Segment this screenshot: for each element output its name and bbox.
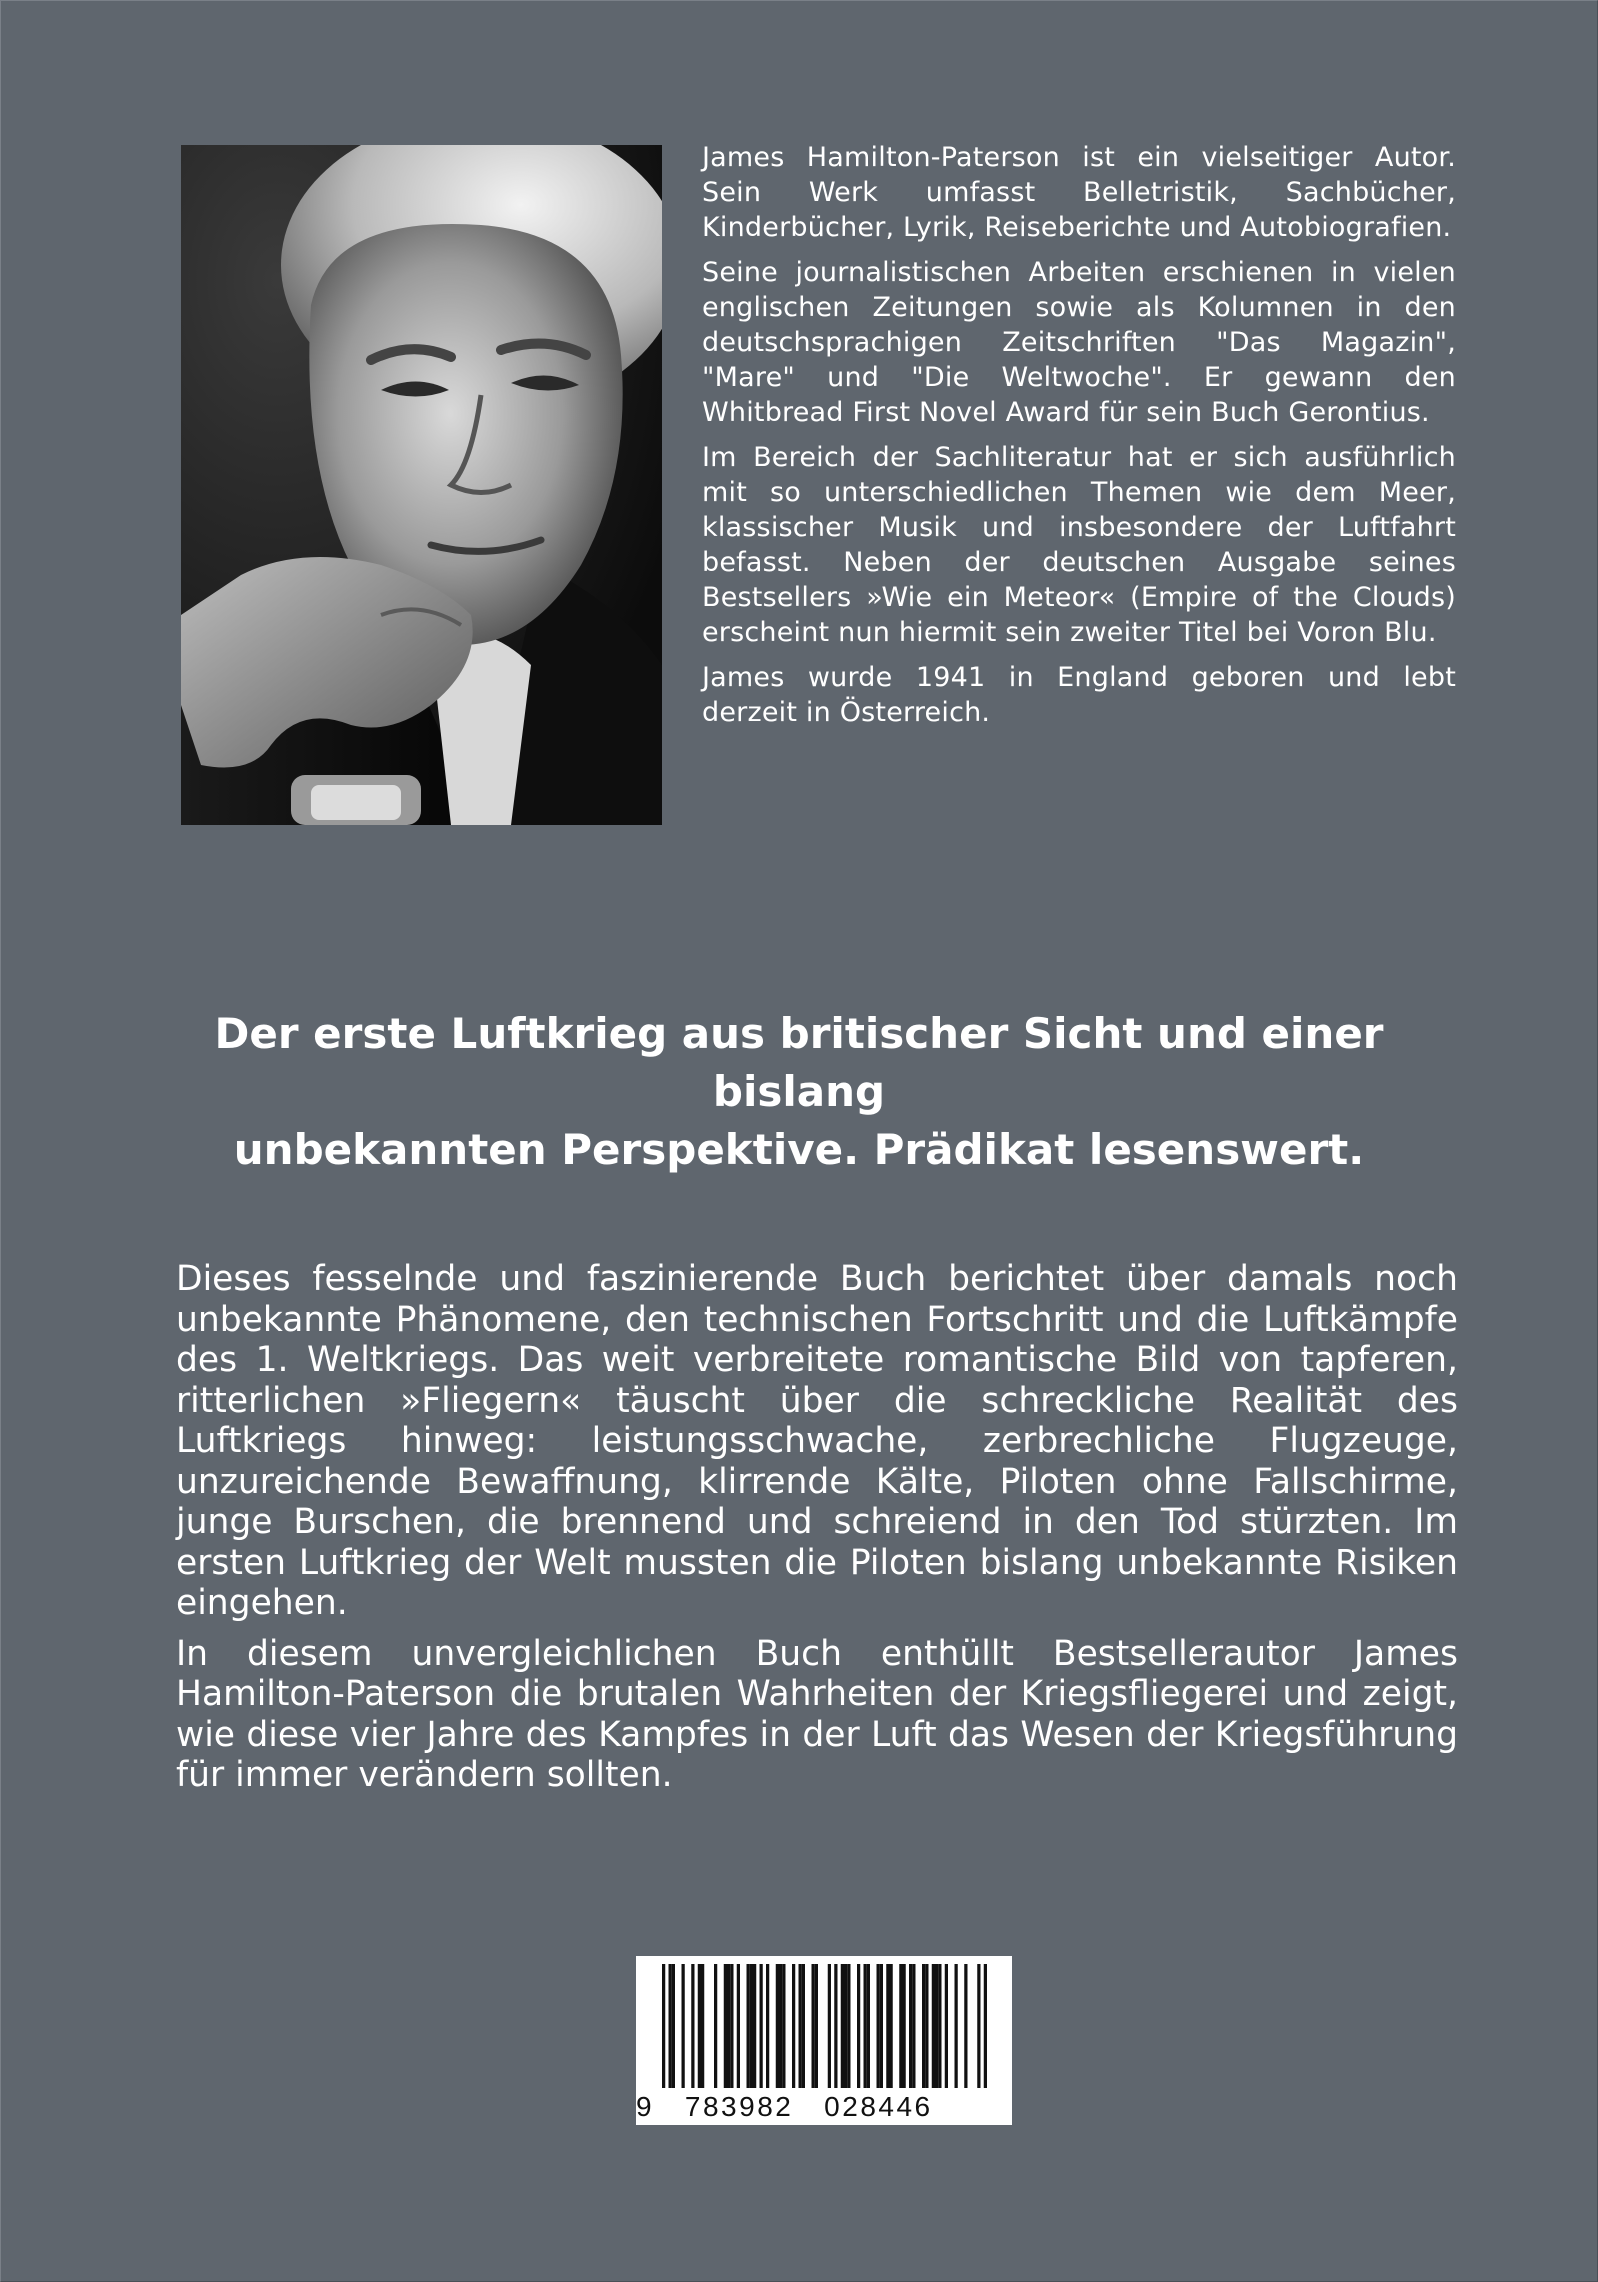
tagline [150,1005,1448,1179]
book-description [176,1259,1458,1806]
barcode-number: 9 783982 028446 [636,2091,933,2122]
bio-paragraph: Im Bereich der Sachliteratur hat er sich ausführlich mit so unterschiedlichen Themen wie dem Meer, klassischer Musik und insbesondere der Luftfahrt befasst. Neben der deutschen Ausgabe seines Bestsellers »Wie ein Meteor« (Empire of the Clouds) erscheint nun hiermit sein zweiter Titel bei Voron Blu. [702,442,1456,648]
tagline-line: unbekannten Perspektive. Prädikat lesenswert. [233,1125,1365,1174]
bio-paragraph: James wurde 1941 in England geboren und lebt derzeit in Österreich. [702,662,1456,728]
isbn-barcode [636,1956,1012,2125]
bio-paragraph: Seine journalistischen Arbeiten erschienen in vielen englischen Zeitungen sowie als Kolumnen in den deutschsprachigen Zeitschriften "Das Magazin", "Mare" und "Die Weltwoche". Er gewann den Whitbread First Novel Award für sein Buch Gerontius. [702,257,1456,428]
author-photo [181,145,662,825]
bio-paragraph: James Hamilton-Paterson ist ein vielseitiger Autor. Sein Werk umfasst Belletristik, Sachbücher, Kinderbücher, Lyrik, Reiseberichte und Autobiografien. [702,142,1456,243]
description-paragraph: Dieses fesselnde und faszinierende Buch berichtet über damals noch unbekannte Phänomene, den technischen Fortschritt und die Luftkämpfe des 1. Weltkriegs. Das weit verbreitete romantische Bild von tapferen, ritterlichen »Fliegern« täuscht über die schreckliche Realität des Luftkriegs hinweg: leistungsschwache, zerbrechliche Flugzeuge, unzureichende Bewaffnung, klirrende Kälte, Piloten ohne Fallschirme, junge Burschen, die brennend und schreiend in den Tod stürzten. Im ersten Luftkrieg der Welt mussten die Piloten bislang unbekannte Risiken eingehen. [176,1259,1458,1623]
tagline-line: Der erste Luftkrieg aus britischer Sicht und einer bislang [214,1009,1384,1116]
author-bio [702,140,1456,740]
description-paragraph: In diesem unvergleichlichen Buch enthüllt Bestsellerautor James Hamilton-Paterson die brutalen Wahrheiten der Kriegsfliegerei und zeigt, wie diese vier Jahre des Kampfes in der Luft das Wesen der Kriegsführung für immer verändern sollten. [176,1633,1458,1795]
author-portrait-icon [181,145,662,825]
